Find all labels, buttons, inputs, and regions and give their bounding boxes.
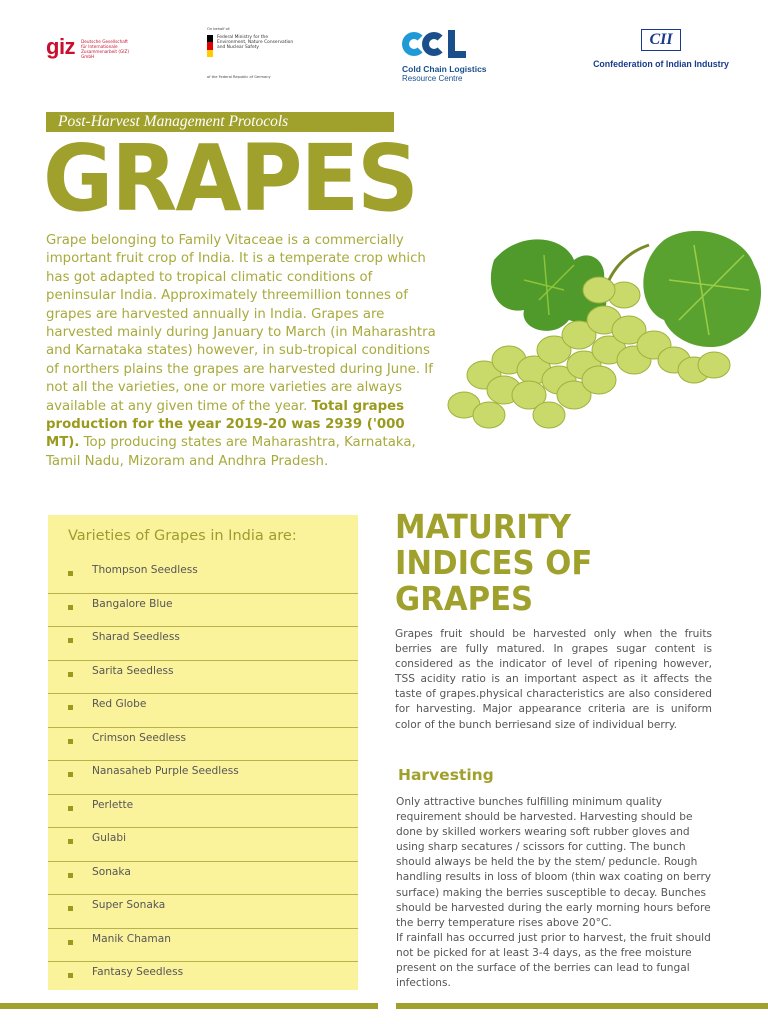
giz-org-name: [81, 39, 143, 59]
maturity-heading-line: MATURITY: [395, 507, 571, 546]
variety-name: Crimson Seedless: [92, 731, 187, 744]
varieties-heading: Varieties of Grapes in India are:: [68, 528, 297, 544]
giz-line: Zusammenarbeit (GIZ) GmbH: [81, 49, 129, 59]
intro-text: Grape belonging to Family Vitaceae is a commercially important fruit crop of India. It is a temperate crop which has got adapted to tropical climatic conditions of peninsular India. Approximately threemillion tonnes of grapes are harvested annually in India. Grapes are harvested mainly during January to March (in Maharashtra and Karnataka states) however, in sub-tropical conditions of northers plains the grapes are harvested during June. If not all the varieties, one or more varieties are always available at any given time of the year.: [46, 233, 436, 414]
bullet-icon: [68, 638, 73, 643]
variety-name: Perlette: [92, 798, 134, 811]
harvesting-heading: Harvesting: [398, 766, 494, 784]
harvesting-paragraph: Only attractive bunches fulfilling minimum quality requirement should be harvested. Harvesting should be done by skilled workers wearing soft rubber gloves and using sharp secatures / scissors for cutting. The bunch should always be held the by the stem/ peduncle. Rough handling results in loss of bloom (thin wax coating on berry surface) making the berries susceptible to decay. Bunches should be harvested during the early morning hours before the berry temperature rises above 20°C.: [396, 796, 712, 929]
page-title: GRAPES: [43, 125, 417, 232]
intro-tail: Top producing states are Maharashtra, Karnataka, Tamil Nadu, Mizoram and Andhra Pradesh.: [46, 435, 416, 469]
list-item: [48, 894, 358, 928]
maturity-heading-line: GRAPES: [395, 579, 534, 618]
cii-mark: CII: [641, 29, 681, 51]
variety-name: Sarita Seedless: [92, 664, 174, 677]
giz-line: für Internationale: [81, 44, 118, 49]
variety-name: Fantasy Seedless: [92, 966, 184, 978]
variety-name: Red Globe: [92, 698, 147, 710]
bullet-icon: [68, 672, 73, 677]
giz-line: Deutsche Gesellschaft: [81, 39, 128, 44]
bullet-icon: [68, 873, 73, 878]
list-item: [48, 861, 358, 895]
bullet-icon: [68, 571, 73, 576]
bullet-icon: [68, 605, 73, 610]
production-highlight: Total grapes production for the year 2019-20 was 2939 ('000 MT).: [46, 398, 405, 451]
bmu-ministry-name: [217, 35, 293, 57]
bullet-icon: [68, 739, 73, 744]
variety-name: Sharad Seedless: [92, 631, 180, 643]
variety-name: Bangalore Blue: [92, 597, 173, 610]
grapes-bunch-illustration: [424, 220, 768, 450]
list-item: [48, 928, 358, 962]
variety-name: Manik Chaman: [92, 932, 171, 945]
protocol-banner-text: Post-Harvest Management Protocols: [58, 113, 289, 130]
list-item: [48, 560, 358, 593]
ccl-logo-mark: [402, 26, 502, 62]
bmu-country: of the Federal Republic of Germany: [207, 75, 271, 79]
maturity-paragraph: Grapes fruit should be harvested only when the fruits berries are fully matured. In grapes sugar content is considered as the indicator of level of ripening however, TSS acidity ratio is an important aspect as it affects the taste of grapes.physical characteristics are also considered for harvesting. Major appearance criteria are is uniform color of the bunch berriesand size of individual berry.: [395, 628, 712, 731]
ccl-l-shape: [448, 30, 466, 58]
bmu-on-behalf: On behalf of:: [207, 27, 231, 31]
variety-name: Sonaka: [92, 865, 131, 878]
list-item: [48, 794, 358, 828]
variety-name: Super Sonaka: [92, 899, 166, 911]
list-item: [48, 760, 358, 794]
footer-rule-left: [0, 1003, 378, 1009]
bullet-icon: [68, 906, 73, 911]
bmu-line: Federal Ministry for the: [217, 35, 269, 40]
bmu-line: Environment, Nature Conservation: [217, 40, 294, 45]
bullet-icon: [68, 839, 73, 844]
giz-mark: giz: [46, 34, 76, 59]
maturity-heading: [395, 509, 592, 617]
bmu-line: and Nuclear Safety: [217, 45, 259, 50]
list-item: [48, 727, 358, 761]
list-item: [48, 827, 358, 861]
giz-logo: [46, 36, 143, 59]
bmu-logo: [207, 27, 317, 79]
bullet-icon: [68, 772, 73, 777]
variety-name: Gulabi: [92, 832, 127, 844]
variety-name: Thompson Seedless: [92, 564, 198, 576]
list-item: [48, 961, 358, 995]
footer-rule-right: [396, 1003, 768, 1009]
varieties-box: [48, 515, 358, 990]
variety-name: Nanasaheb Purple Seedless: [92, 765, 239, 777]
list-item: [48, 660, 358, 694]
harvesting-text: [396, 795, 716, 991]
grape-stem: [609, 245, 649, 280]
varieties-list: [48, 560, 358, 995]
list-item: [48, 693, 358, 727]
bullet-icon: [68, 806, 73, 811]
ccl-c-shape: [422, 32, 446, 56]
cii-logo: [586, 29, 736, 69]
bullet-icon: [68, 940, 73, 945]
bullet-icon: [68, 973, 73, 978]
ccl-logo: [402, 26, 502, 83]
intro-paragraph: [46, 232, 436, 471]
ccl-name-line2: Resource Centre: [402, 74, 463, 83]
harvesting-paragraph: If rainfall has occurred just prior to harvest, the fruit should not be picked for at least 3-4 days, as the free moisture present on the surface of the berries can lead to fungal infections.: [396, 931, 711, 990]
cii-org-name: Confederation of Indian Industry: [593, 59, 729, 69]
german-flag-icon: [207, 35, 213, 57]
bullet-icon: [68, 705, 73, 710]
list-item: [48, 593, 358, 627]
list-item: [48, 626, 358, 660]
ccl-name-line1: Cold Chain Logistics: [402, 64, 487, 74]
maturity-heading-line: INDICES OF: [395, 543, 593, 582]
